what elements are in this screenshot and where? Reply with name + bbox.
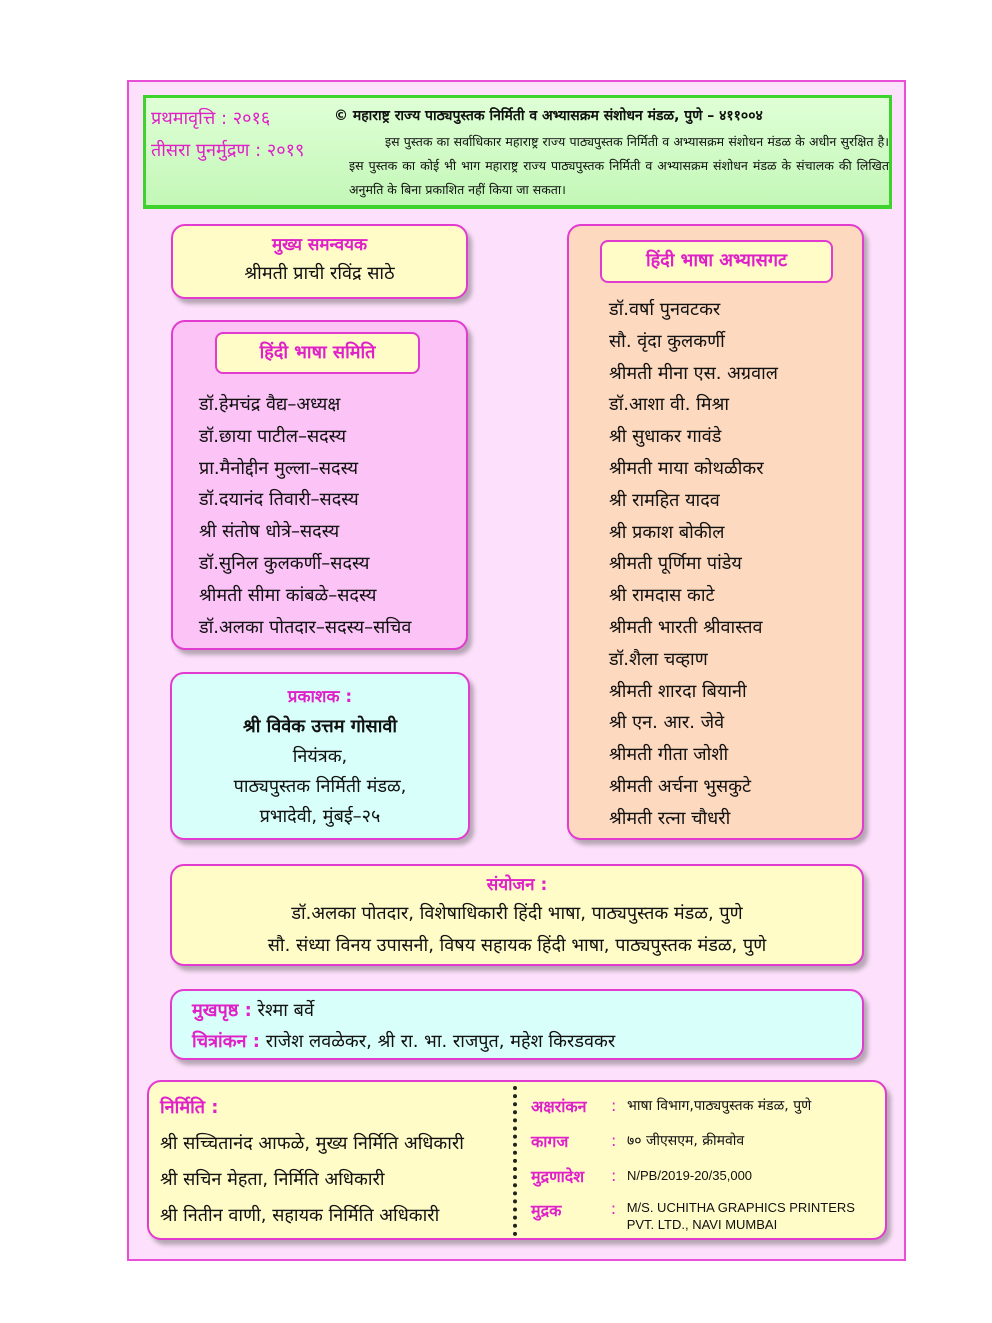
cover-value: रेश्मा बर्वे	[257, 1000, 314, 1021]
production-line: श्री सच्चितानंद आफळे, मुख्य निर्मिति अधिकारी	[160, 1133, 464, 1154]
detail-label: मुद्रक	[531, 1201, 562, 1220]
list-item: श्रीमती गीता जोशी	[609, 744, 729, 766]
copyright-notice: इस पुस्तक का सर्वाधिकार महाराष्ट्र राज्य पाठ्यपुस्तक निर्मिती व अभ्यासक्रम संशोधन मंडळ के अधीन सुरक्षित है। इस पुस्तक का कोई भी भाग महाराष्ट्र राज्य पाठ्यपुस्तक निर्मिती व अभ्यासक्रम संशोधन मंडळ के संचालक की लिखित अनुमति के बिना प्रकाशित नहीं किया जा सकता।	[349, 134, 889, 197]
illustration-value: राजेश लवळेकर, श्री रा. भा. राजपुत, महेश किरडवकर	[265, 1031, 616, 1052]
list-item: श्री सुधाकर गावंडे	[609, 426, 722, 448]
coordinator-box	[171, 224, 468, 299]
coordination-title: संयोजन :	[486, 875, 548, 895]
colon: :	[611, 1131, 617, 1150]
list-item: श्रीमती रत्ना चौधरी	[609, 807, 731, 829]
details-section	[531, 1088, 881, 1233]
list-item: डॉ.अलका पोतदार–सदस्य–सचिव	[199, 616, 412, 638]
list-item: डॉ.हेमचंद्र वैद्य–अध्यक्ष	[199, 394, 341, 415]
list-item: डॉ.छाया पाटील–सदस्य	[199, 425, 347, 447]
detail-value: N/PB/2019-20/35,000	[627, 1168, 753, 1183]
coordination-line: सौ. संध्या विनय उपासनी, विषय सहायक हिंदी भाषा, पाठ्यपुस्तक मंडळ, पुणे	[267, 935, 767, 956]
header-box	[143, 95, 892, 209]
list-item: श्रीमती शारदा बियानी	[609, 680, 747, 702]
list-item: श्री रामदास काटे	[609, 585, 715, 607]
publisher-line: प्रभादेवी, मुंबई–२५	[259, 806, 381, 827]
list-item: डॉ.वर्षा पुनवटकर	[609, 299, 721, 320]
dotted-divider	[513, 1086, 517, 1236]
list-item: प्रा.मैनोद्दीन मुल्ला–सदस्य	[199, 457, 359, 479]
detail-value: M/S. UCHITHA GRAPHICS PRINTERS PVT. LTD., NAVI MUMBAI	[626, 1200, 855, 1232]
colon: :	[611, 1096, 617, 1115]
detail-label: कागज	[531, 1131, 569, 1151]
cover-box	[170, 989, 864, 1060]
study-group-box	[567, 224, 864, 840]
list-item: श्रीमती मीना एस. अग्रवाल	[609, 362, 778, 384]
study-group-list	[609, 294, 778, 835]
production-box	[147, 1080, 887, 1240]
list-item: श्री प्रकाश बोकील	[609, 521, 725, 543]
list-item: डॉ.आशा वी. मिश्रा	[609, 394, 729, 416]
illustration-label: चित्रांकन :	[192, 1031, 260, 1052]
detail-label: मुद्रणादेश	[531, 1166, 585, 1186]
list-item: डॉ.दयानंद तिवारी–सदस्य	[199, 489, 359, 511]
production-section	[160, 1090, 464, 1234]
list-item: श्रीमती माया कोथळीकर	[609, 457, 764, 479]
production-title: निर्मिति :	[160, 1097, 219, 1118]
colon: :	[611, 1166, 617, 1185]
colon: :	[610, 1199, 617, 1218]
list-item: डॉ.सुनिल कुलकर्णी–सदस्य	[199, 552, 370, 574]
coordinator-name: श्रीमती प्राची रविंद्र साठे	[244, 263, 395, 284]
list-item: श्रीमती भारती श्रीवास्तव	[609, 616, 763, 638]
coordinator-title: मुख्य समन्वयक	[272, 235, 367, 255]
list-item: सौ. वृंदा कुलकर्णी	[609, 330, 725, 352]
detail-value: ७० जीएसएम, क्रीमवोव	[627, 1133, 745, 1149]
list-item: डॉ.शैला चव्हाण	[609, 648, 708, 670]
publisher-title: प्रकाशक :	[287, 687, 353, 707]
cover-label: मुखपृष्ठ :	[192, 1000, 252, 1021]
list-item: श्रीमती सीमा कांबळे–सदस्य	[199, 584, 377, 606]
committee-list	[199, 389, 411, 643]
detail-label: अक्षरांकन	[531, 1096, 587, 1116]
publisher-line: नियंत्रक,	[292, 746, 348, 767]
committee-title: हिंदी भाषा समिति	[215, 332, 420, 374]
list-item: श्री एन. आर. जेवे	[609, 712, 725, 734]
edition-first: प्रथमावृत्ति : २०१६	[151, 108, 271, 129]
detail-value: भाषा विभाग,पाठ्यपुस्तक मंडळ, पुणे	[627, 1098, 812, 1114]
publisher-name: श्री विवेक उत्तम गोसावी	[242, 716, 398, 737]
list-item: श्री रामहित यादव	[609, 489, 720, 511]
coordination-line: डॉ.अलका पोतदार, विशेषाधिकारी हिंदी भाषा, पाठ्यपुस्तक मंडळ, पुणे	[291, 903, 743, 924]
production-line: श्री नितीन वाणी, सहायक निर्मिति अधिकारी	[160, 1205, 440, 1226]
edition-reprint: तीसरा पुनर्मुद्रण : २०१९	[151, 140, 305, 161]
list-item: श्रीमती अर्चना भुसकुटे	[609, 775, 752, 797]
coordination-box	[170, 864, 864, 966]
committee-box	[171, 320, 468, 650]
list-item: श्री संतोष धोत्रे–सदस्य	[199, 521, 340, 543]
publisher-line: पाठ्यपुस्तक निर्मिती मंडळ,	[233, 776, 407, 797]
study-group-title: हिंदी भाषा अभ्यासगट	[600, 240, 833, 283]
copyright: © महाराष्ट्र राज्य पाठ्यपुस्तक निर्मिती व अभ्यासक्रम संशोधन मंडळ, पुणे – ४११००४	[334, 108, 763, 124]
list-item: श्रीमती पूर्णिमा पांडेय	[609, 553, 742, 575]
production-line: श्री सचिन मेहता, निर्मिति अधिकारी	[160, 1169, 385, 1190]
publisher-box	[170, 672, 470, 840]
